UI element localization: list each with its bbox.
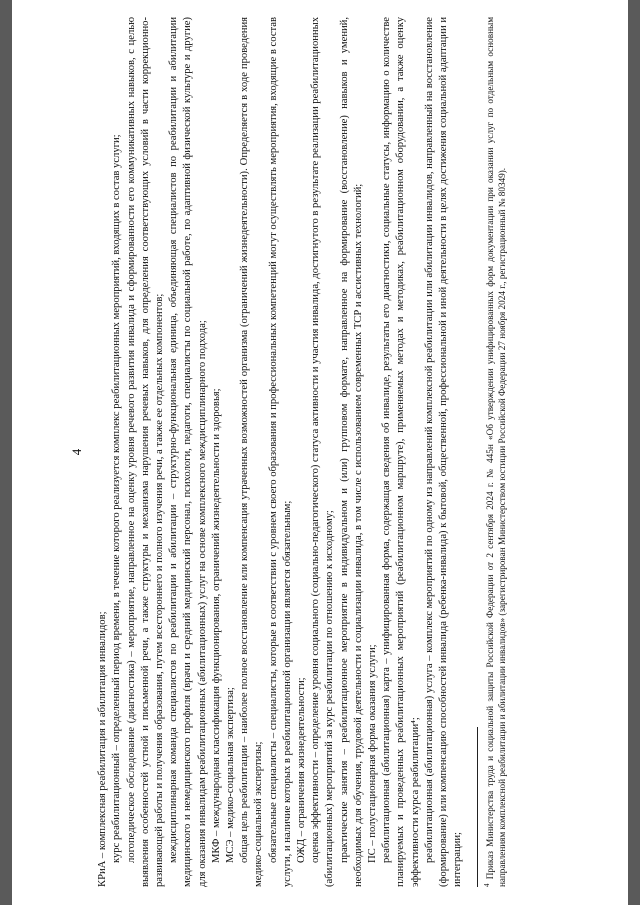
paragraph: реабилитационная (абилитационная) услуга – комплекс мероприятий по одному из направлений комплексной реабилитации или абилитации инвалидов, направленный на восстановление (формирование) или компенсацию способностей инвалида (ребенка-инвалида) к бытовой, общественной, профессиональной и иной деятельности в целях достижения социальной адаптации и интеграции; [423,17,464,887]
paragraph: оценка эффективности – определение уровня социального (социально-педагогического) статуса активности и участия инвалида, достигнутого в результате реализации реабилитационных (абилитационных) мероприятий за курс реабилитации по отношению к исходному; [310,17,336,887]
document-body [40,17,600,887]
paragraph: практические занятия – реабилитационное мероприятие в индивидуальном и (или) групповом формате, направленное на формирование (восстановление) навыков и умений, необходимых для обучения, трудовой деятельности и социализации инвалида, в том числе с использованием современных ТСР и ассистивных технологий; [338,17,364,887]
paragraph: МКФ – международная классификация функционирования, ограничений жизнедеятельности и здоровья; [210,388,222,863]
paragraph: МСЭ – медико-социальная экспертиза; [225,687,237,863]
paragraph: общая цель реабилитации – наиболее полное восстановление или компенсация утраченных возможностей организма (ограничений жизнедеятельности). Определяется в ходе проведения медико-социальной экспертизы; [239,17,265,887]
footnote-marker: 4 [483,883,492,887]
paragraph: ОЖД – ограничения жизнедеятельности; [296,677,308,863]
paragraph: ПС – полустационарная форма оказания услуги; [367,644,379,863]
paragraph: логопедическое обследование (диагностика) – мероприятие, направленное на оценку уровня речевого развития инвалида и сформированности его коммуникативных навыков, с целью выявления особенностей устной и письменной речи, а также структуры и механизма нарушения речевых навыков, для определения соответствующих условий в части коррекционно-развивающей работы и получения образования, путем всестороннего и полного изучения речи, а также ее отдельных компонентов; [125,17,166,887]
rotated-content [40,17,600,887]
paragraph: обязательные специалисты – специалисты, которые в соответствии с уровнем своего образования и профессиональных компетенций могут осуществлять мероприятия, входящие в состав услуги, и наличие которых в реабилитационной организации является обязательным; [267,17,293,887]
paragraph: КРиА – комплексная реабилитация и абилитация инвалидов; [97,611,109,887]
paragraph: междисциплинарная команда специалистов по реабилитации и абилитации – структурно-функциональная единица, объединяющая специалистов по реабилитации и абилитации медицинского и немедицинского профиля (врачи и средний медицинский персонал, психологи, педагоги, специалисты по социальной работе, по адаптивной физической культуре и другие) для оказания инвалидам реабилитационных (абилитационных) услуг на основе комплексного междисциплинарного подхода; [168,17,208,887]
page-number: 4 [69,448,84,456]
document-page [12,0,628,905]
paragraph: реабилитационная (абилитационная) карта – унифицированная форма, содержащая сведения об инвалиде, результаты его диагностики, социальные статусы, информацию о количестве планируемых и проведенных реабилитационных мероприятий (реабилитационном маршруте), применяемых методах и методиках, реабилитационном оборудовании, а также оценку эффективности курса реабилитации⁴; [381,17,421,887]
footnote-divider [477,727,478,887]
footnote [482,17,508,887]
footnote-text: Приказ Министерства труда и социальной защиты Российской Федерации от 2 сентября 2024 г. № 445н «Об утверждении унифицированных форм документации при оказании услуг по отдельным основным направлениям комплексной реабилитации и абилитации инвалидов» (зарегистрирован Министерством юстиции Российской Федерации 27 ноября 2024 г., регистрационный № 80349). [485,16,508,887]
paragraph: курс реабилитационный – определенный период времени, в течение которого реализуется комплекс реабилитационных мероприятий, входящих в состав услуги; [111,134,123,863]
